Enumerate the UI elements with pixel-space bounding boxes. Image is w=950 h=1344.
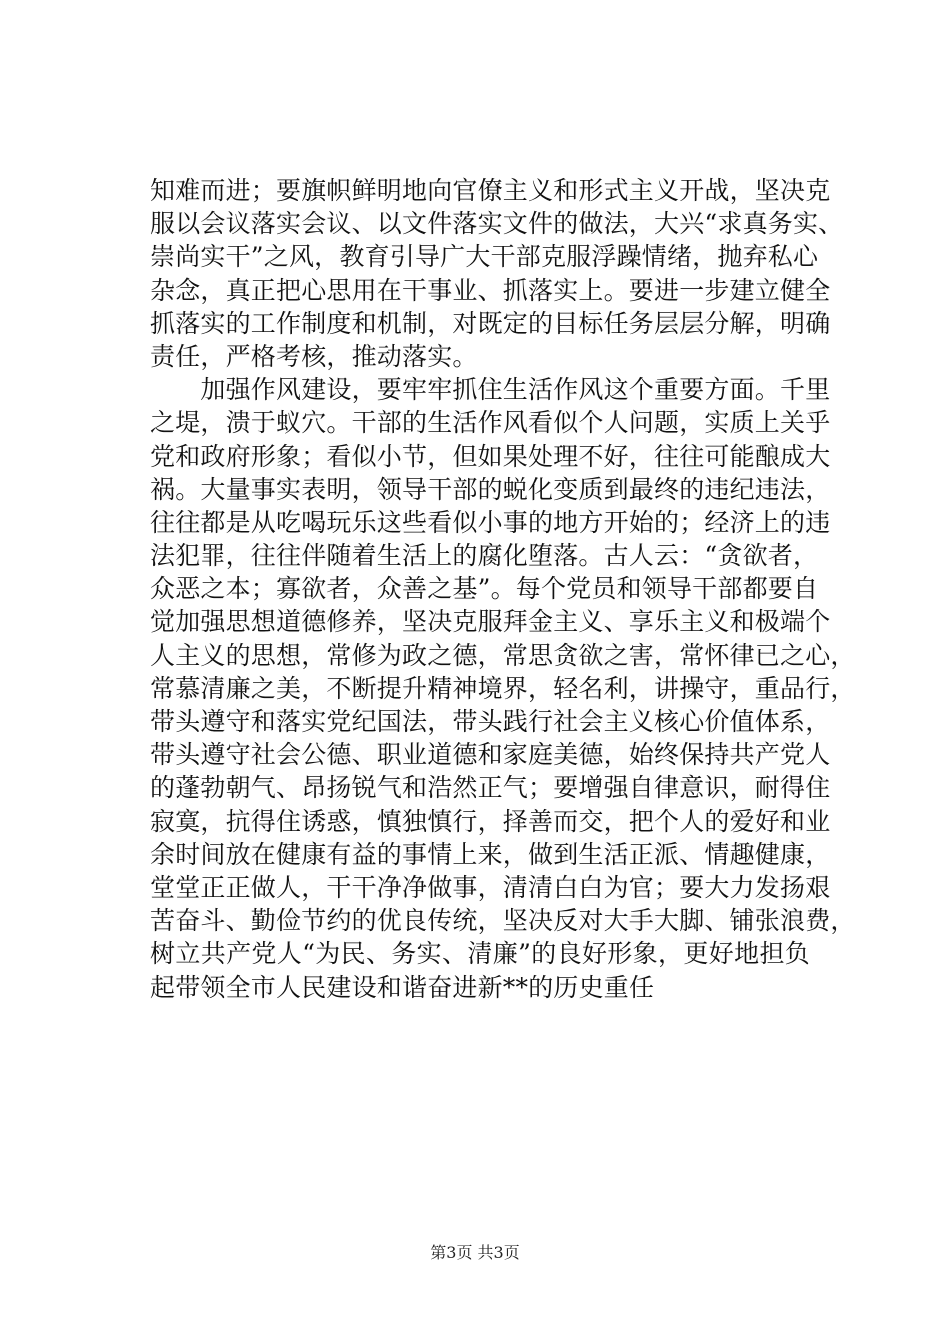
text-line: 崇尚实干”之风，教育引导广大干部克服浮躁情绪，抛弃私心 xyxy=(150,242,819,272)
text-line: 党和政府形象；看似小节，但如果处理不好，往往可能酿成大 xyxy=(150,441,831,471)
text-line: 加强作风建设，要牢牢抓住生活作风这个重要方面。千里 xyxy=(150,375,831,405)
text-line: 服以会议落实会议、以文件落实文件的做法，大兴“求真务实、 xyxy=(150,209,844,239)
text-line: 责任，严格考核，推动落实。 xyxy=(150,341,478,371)
text-line: 人主义的思想，常修为政之德，常思贪欲之害，常怀律已之心， xyxy=(150,640,856,670)
text-line: 抓落实的工作制度和机制，对既定的目标任务层层分解，明确 xyxy=(150,308,831,338)
document-body xyxy=(150,174,856,1004)
text-line: 法犯罪，往往伴随着生活上的腐化堕落。古人云：“贪欲者， xyxy=(150,541,819,571)
text-line: 树立共产党人“为民、务实、清廉”的良好形象，更好地担负 xyxy=(150,939,810,969)
text-line: 之堤，溃于蚁穴。干部的生活作风看似个人问题，实质上关乎 xyxy=(150,408,831,438)
text-line: 余时间放在健康有益的事情上来，做到生活正派、情趣健康， xyxy=(150,839,831,869)
text-line: 堂堂正正做人，干干净净做事，清清白白为官；要大力发扬艰 xyxy=(150,872,831,902)
text-line: 常慕清廉之美，不断提升精神境界，轻名利，讲操守，重品行， xyxy=(150,673,856,703)
text-line: 带头遵守社会公德、职业道德和家庭美德，始终保持共产党人 xyxy=(150,740,831,770)
text-line: 苦奋斗、勤俭节约的优良传统，坚决反对大手大脚、铺张浪费， xyxy=(150,906,856,936)
text-line: 寂寞，抗得住诱惑，慎独慎行，择善而交，把个人的爱好和业 xyxy=(150,806,831,836)
text-line: 众恶之本；寡欲者，众善之基”。每个党员和领导干部都要自 xyxy=(150,574,819,604)
text-line: 往往都是从吃喝玩乐这些看似小事的地方开始的；经济上的违 xyxy=(150,507,831,537)
text-line: 起带领全市人民建设和谐奋进新**的历史重任 xyxy=(150,972,655,1002)
text-line: 的蓬勃朝气、昂扬锐气和浩然正气；要增强自律意识，耐得住 xyxy=(150,773,831,803)
text-line: 知难而进；要旗帜鲜明地向官僚主义和形式主义开战，坚决克 xyxy=(150,176,831,205)
text-line: 杂念，真正把心思用在干事业、抓落实上。要进一步建立健全 xyxy=(150,275,831,305)
text-line: 觉加强思想道德修养，坚决克服拜金主义、享乐主义和极端个 xyxy=(150,607,831,637)
page-number-footer: 第3页 共3页 xyxy=(430,1243,520,1262)
text-line: 带头遵守和落实党纪国法，带头践行社会主义核心价值体系， xyxy=(150,707,831,736)
text-line: 祸。大量事实表明，领导干部的蜕化变质到最终的违纪违法， xyxy=(150,474,831,504)
